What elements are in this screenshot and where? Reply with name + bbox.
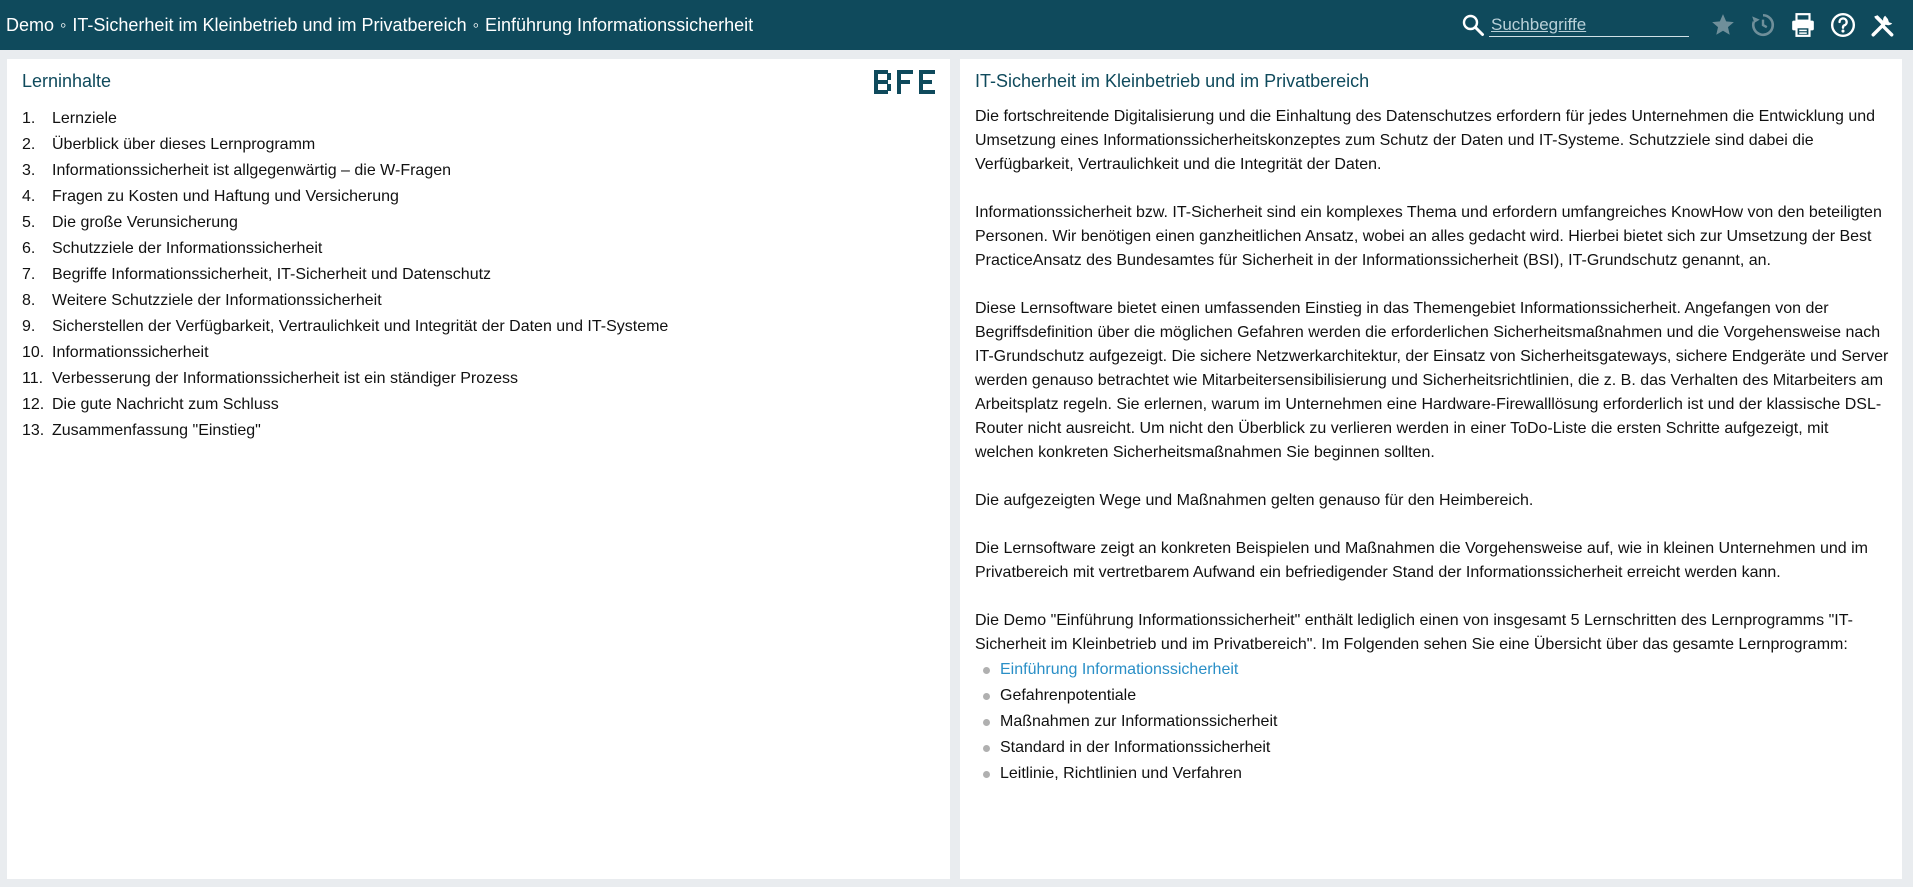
toc-item-number: 9.	[22, 318, 36, 335]
toc-item-number: 11.	[22, 370, 44, 387]
history-icon	[1750, 12, 1776, 38]
toc-item-number: 3.	[22, 162, 36, 179]
toc-item-number: 8.	[22, 292, 36, 309]
toc-item-label: Zusammenfassung "Einstieg"	[52, 422, 261, 439]
bullet-icon	[983, 771, 990, 778]
toc-item-number: 6.	[22, 240, 36, 257]
bullet-icon	[983, 745, 990, 752]
toc-item-number: 5.	[22, 214, 36, 231]
tools-icon	[1870, 12, 1896, 38]
paragraph: Die Demo "Einführung Informationssicherheit" enthält lediglich einen von insgesamt 5 Lernschritten des Lernprogramms "IT-Sicherheit im Kleinbetrieb und im Privatbereich". Im Folgenden sehen Sie eine Übersicht über das gesamte Lernprogramm:	[975, 612, 1853, 653]
toc-item-number: 13.	[22, 422, 45, 439]
paragraph: Informationssicherheit bzw. IT-Sicherheit sind ein komplexes Thema und erfordern umfangreiches KnowHow von den beteiligten Personen. Wir benötigen einen ganzheitlichen Ansatz, wobei an alles gedacht wird. Hierbei bietet sich zur Umsetzung der Best PracticeAnsatz des Bundesamtes für Sicherheit in der Informationssicherheit (BSI), IT-Grundschutz genannt, an.	[975, 204, 1882, 269]
search-box	[1461, 13, 1689, 37]
module-item	[975, 709, 1890, 735]
toc-item-label: Schutzziele der Informationssicherheit	[52, 240, 323, 257]
toc-item[interactable]	[22, 158, 668, 184]
print-button[interactable]	[1783, 5, 1823, 45]
module-label: Gefahrenpotentiale	[1000, 687, 1137, 704]
toc-item-number: 10.	[22, 344, 45, 361]
toc-item[interactable]	[22, 288, 668, 314]
bfe-logo	[874, 67, 936, 97]
breadcrumb-separator: ◦	[472, 14, 479, 35]
paragraph: Die aufgezeigten Wege und Maßnahmen gelten genauso für den Heimbereich.	[975, 492, 1534, 509]
search-icon[interactable]	[1461, 13, 1485, 37]
breadcrumb-separator: ◦	[60, 14, 67, 35]
module-label: Maßnahmen zur Informationssicherheit	[1000, 713, 1278, 730]
toc-item[interactable]	[22, 106, 668, 132]
toc-item-label: Lernziele	[52, 110, 117, 127]
toc-item-label: Die gute Nachricht zum Schluss	[52, 396, 279, 413]
toc-item-label: Überblick über dieses Lernprogramm	[52, 136, 316, 153]
toc-item[interactable]	[22, 340, 668, 366]
toc-item-label: Verbesserung der Informationssicherheit ist ein ständiger Prozess	[52, 370, 519, 387]
tools-button[interactable]	[1863, 5, 1903, 45]
paragraph: Die Lernsoftware zeigt an konkreten Beispielen und Maßnahmen die Vorgehensweise auf, wie in kleinen Unternehmen und im Privatbereich mit vertretbarem Aufwand ein befriedigender Stand der Informationssicherheit erreicht werden kann.	[975, 540, 1868, 581]
search-input[interactable]	[1489, 13, 1689, 37]
toc-item-number: 1.	[22, 110, 36, 127]
toc-item-label: Informationssicherheit	[52, 344, 209, 361]
toc-title: Lerninhalte	[22, 71, 112, 91]
toc-item-number: 4.	[22, 188, 36, 205]
toc-item-label: Weitere Schutzziele der Informationssicherheit	[52, 292, 382, 309]
toc-item-label: Begriffe Informationssicherheit, IT-Sicherheit und Datenschutz	[52, 266, 492, 283]
module-link[interactable]: Einführung Informationssicherheit	[1000, 661, 1239, 678]
toc-item[interactable]	[22, 392, 668, 418]
toc-list	[22, 106, 668, 444]
module-label: Leitlinie, Richtlinien und Verfahren	[1000, 765, 1242, 782]
toolbar	[1461, 0, 1903, 50]
module-item	[975, 683, 1890, 709]
toc-item-label: Informationssicherheit ist allgegenwärtig – die W-Fragen	[52, 162, 452, 179]
module-label: Standard in der Informationssicherheit	[1000, 739, 1271, 756]
bookmark-button[interactable]	[1703, 5, 1743, 45]
breadcrumb-item-demo[interactable]: Demo	[6, 14, 55, 35]
toc-item-label: Die große Verunsicherung	[52, 214, 238, 231]
content-panel	[960, 59, 1902, 879]
toc-item[interactable]	[22, 314, 668, 340]
toc-item-number: 12.	[22, 396, 45, 413]
print-icon	[1790, 12, 1816, 38]
module-list	[975, 657, 1890, 787]
breadcrumb-item-chapter: Einführung Informationssicherheit	[484, 14, 754, 35]
toc-item[interactable]	[22, 184, 668, 210]
bullet-icon	[983, 667, 990, 674]
toc-item[interactable]	[22, 262, 668, 288]
module-item[interactable]	[975, 657, 1890, 683]
content-body	[975, 105, 1890, 787]
toc-item[interactable]	[22, 418, 668, 444]
toc-item[interactable]	[22, 210, 668, 236]
toc-item[interactable]	[22, 366, 668, 392]
breadcrumb-item-course[interactable]: IT-Sicherheit im Kleinbetrieb und im Privatbereich	[72, 14, 467, 35]
top-bar	[0, 0, 1913, 50]
toc-item-number: 2.	[22, 136, 36, 153]
toc-item-number: 7.	[22, 266, 36, 283]
module-item	[975, 761, 1890, 787]
module-item	[975, 735, 1890, 761]
paragraph: Die fortschreitende Digitalisierung und die Einhaltung des Datenschutzes erfordern für jedes Unternehmen die Entwicklung und Umsetzung eines Informationssicherheitskonzeptes zum Schutz der Daten und IT-Systeme. Schutzziele sind dabei die Verfügbarkeit, Vertraulichkeit und die Integrität der Daten.	[975, 108, 1876, 173]
toc-item-label: Sicherstellen der Verfügbarkeit, Vertraulichkeit und Integrität der Daten und IT-Systeme	[52, 318, 669, 335]
star-icon	[1710, 12, 1736, 38]
help-icon	[1830, 12, 1856, 38]
breadcrumb	[0, 15, 753, 36]
history-button[interactable]	[1743, 5, 1783, 45]
toc-item-label: Fragen zu Kosten und Haftung und Versicherung	[52, 188, 399, 205]
toc-panel	[7, 59, 950, 879]
toc-item[interactable]	[22, 132, 668, 158]
bullet-icon	[983, 719, 990, 726]
paragraph: Diese Lernsoftware bietet einen umfassenden Einstieg in das Themengebiet Informationssicherheit. Angefangen von der Begriffsdefinition über die möglichen Gefahren werden die erforderlichen Sicherheitsmaßnahmen und die Vorgehensweise nach IT-Grundschutz aufgezeigt. Die sichere Netzwerkarchitektur, der Einsatz von Sicherheitsgateways, sichere Endgeräte und Server werden genauso betrachtet wie Mitarbeitersensibilisierung und Sicherheitsrichtlinien, die z. B. das Verhalten des Mitarbeiters am Arbeitsplatz regeln. Sie erlernen, warum im Unternehmen eine Hardware-Firewalllösung erforderlich ist und der klassische DSL-Router nicht ausreicht. Um nicht den Überblick zu verlieren werden in einer ToDo-Liste die ersten Schritte aufgezeigt, mit welchen konkreten Sicherheitsmaßnahmen Sie beginnen sollten.	[975, 300, 1889, 461]
bullet-icon	[983, 693, 990, 700]
toc-item[interactable]	[22, 236, 668, 262]
content-title: IT-Sicherheit im Kleinbetrieb und im Privatbereich	[975, 71, 1370, 91]
help-button[interactable]	[1823, 5, 1863, 45]
